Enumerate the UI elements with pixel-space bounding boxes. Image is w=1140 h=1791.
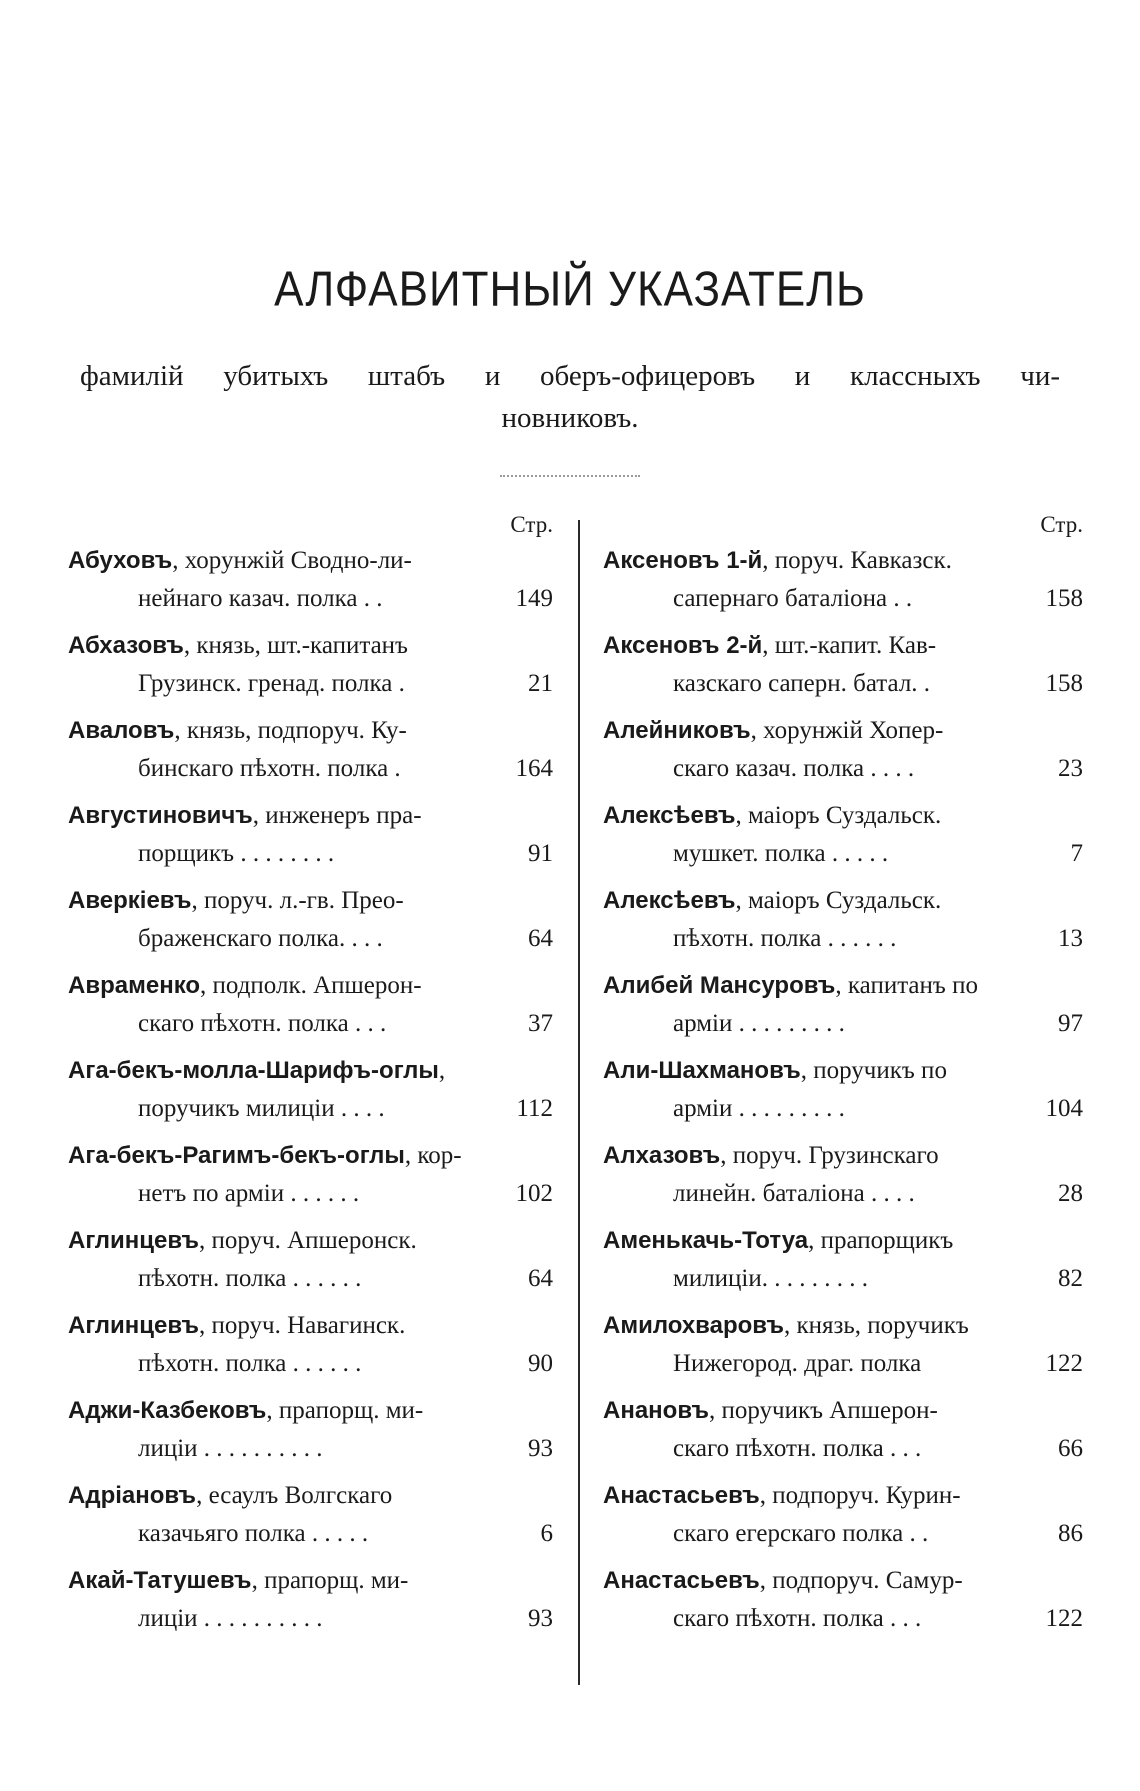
page-subtitle — [80, 355, 1060, 439]
entry-description-2: скаго пѣхотн. полка . . . — [673, 1435, 922, 1462]
entry-description-2: нетъ по арміи . . . . . . — [138, 1180, 360, 1207]
entry-description-1: , поруч. л.-гв. Прео- — [191, 887, 404, 914]
entry-line-2 — [603, 1175, 1083, 1213]
index-entry — [68, 1222, 553, 1307]
entry-line-1 — [68, 967, 553, 1005]
entry-description-2: порщикъ . . . . . . . . — [138, 840, 335, 867]
entry-line-1 — [68, 797, 553, 835]
entry-line-2 — [603, 1345, 1083, 1383]
entry-page-number: 28 — [1058, 1180, 1083, 1207]
entry-page-number: 104 — [1045, 1095, 1083, 1122]
entry-description-1: , князь, поручикъ — [783, 1312, 969, 1339]
entry-description-2: лиціи . . . . . . . . . . — [138, 1605, 323, 1632]
entry-description-1: , маіоръ Суздальск. — [735, 802, 942, 829]
entry-surname: Аменькачь-Тотуа — [603, 1227, 809, 1254]
subtitle-line-2: новниковъ. — [501, 402, 639, 434]
entry-surname: Алибей Мансуровъ — [603, 972, 836, 999]
entry-page-number: 93 — [528, 1605, 553, 1632]
entry-line-1 — [603, 1222, 1083, 1260]
entry-description-2: пѣхотн. полка . . . . . . — [673, 925, 897, 952]
index-entry — [68, 1477, 553, 1562]
entry-line-1 — [68, 627, 553, 665]
column-header-page: Стр. — [1040, 512, 1083, 537]
entry-description-2: Нижегород. драг. полка — [673, 1350, 922, 1377]
entry-page-number: 7 — [1070, 840, 1083, 867]
entry-description-1: , хорунжій Хопер- — [750, 717, 944, 744]
index-entry — [68, 1562, 553, 1647]
entry-description-1: , князь, шт.-капитанъ — [183, 632, 408, 659]
index-entry — [68, 967, 553, 1052]
entry-surname: Аглинцевъ — [68, 1227, 199, 1254]
entry-line-2 — [68, 1090, 553, 1128]
entry-line-2 — [68, 920, 553, 958]
entry-surname: Адріановъ — [68, 1482, 197, 1509]
index-entry — [603, 1392, 1083, 1477]
entry-line-2 — [603, 920, 1083, 958]
index-entry — [68, 1392, 553, 1477]
entry-line-1 — [68, 1052, 553, 1090]
entry-line-2 — [603, 665, 1083, 703]
entry-line-2 — [603, 750, 1083, 788]
entry-surname: Авраменко — [68, 972, 201, 999]
index-entry — [603, 1307, 1083, 1392]
entry-surname: Абхазовъ — [68, 632, 184, 659]
entry-description-2: арміи . . . . . . . . . — [673, 1095, 845, 1122]
entry-surname: Ага-бекъ-Рагимъ-бекъ-оглы — [68, 1142, 405, 1169]
entry-page-number: 66 — [1058, 1435, 1083, 1462]
index-entry — [68, 1052, 553, 1137]
index-entry — [603, 967, 1083, 1052]
entry-description-2: бинскаго пѣхотн. полка . — [138, 755, 401, 782]
entry-surname: Абуховъ — [68, 547, 173, 574]
entry-surname: Алексѣевъ — [603, 802, 736, 829]
entry-description-2: скаго пѣхотн. полка . . . — [138, 1010, 387, 1037]
entry-line-2 — [68, 1260, 553, 1298]
page-title: АЛФАВИТНЫЙ УКАЗАТЕЛЬ — [274, 262, 866, 317]
entry-surname: Аваловъ — [68, 717, 175, 744]
entry-description-1: , поруч. Грузинскаго — [720, 1142, 939, 1169]
entry-line-1 — [603, 967, 1083, 1005]
entry-line-2 — [68, 835, 553, 873]
entry-surname: Ага-бекъ-молла-Шарифъ-оглы — [68, 1057, 439, 1084]
entry-line-2 — [603, 1005, 1083, 1043]
entry-description-1: , поручикъ Апшерон- — [708, 1397, 938, 1424]
entry-line-1 — [603, 1562, 1083, 1600]
entry-description-1: , поруч. Апшеронск. — [198, 1227, 417, 1254]
entry-page-number: 37 — [528, 1010, 553, 1037]
index-entry — [68, 712, 553, 797]
entry-description-1: , подпоруч. Курин- — [759, 1482, 961, 1509]
entry-surname: Анановъ — [603, 1397, 709, 1424]
entry-description-2: Грузинск. гренад. полка . — [138, 670, 405, 697]
entry-page-number: 6 — [540, 1520, 553, 1547]
entry-line-1 — [68, 882, 553, 920]
subtitle-line-1: фамилій убитыхъ штабъ и оберъ-офицеровъ и классныхъ чи- — [80, 360, 1060, 392]
entry-description-1: , прапорщ. ми- — [251, 1567, 409, 1594]
entry-description-1: , поруч. Кавказск. — [762, 547, 952, 574]
index-entry — [68, 627, 553, 712]
entry-page-number: 158 — [1045, 585, 1083, 612]
index-entry — [603, 797, 1083, 882]
entry-line-1 — [603, 1137, 1083, 1175]
index-entry — [68, 882, 553, 967]
entry-description-1: , инженеръ пра- — [252, 802, 422, 829]
entry-line-1 — [603, 627, 1083, 665]
entry-page-number: 93 — [528, 1435, 553, 1462]
entry-surname: Алхазовъ — [603, 1142, 721, 1169]
entry-line-1 — [603, 712, 1083, 750]
entry-description-1: , кор- — [404, 1142, 462, 1169]
index-entry — [603, 1052, 1083, 1137]
entry-description-1: , поруч. Навагинск. — [198, 1312, 406, 1339]
entry-description-2: пѣхотн. полка . . . . . . — [138, 1350, 362, 1377]
entry-description-2: казскаго саперн. батал. . — [673, 670, 931, 697]
entry-line-2 — [68, 665, 553, 703]
index-entry — [603, 712, 1083, 797]
entry-description-1: , шт.-капит. Кав- — [762, 632, 937, 659]
entry-page-number: 90 — [528, 1350, 553, 1377]
entry-page-number: 112 — [516, 1095, 553, 1122]
entry-line-1 — [68, 1392, 553, 1430]
entry-description-2: браженскаго полка. . . . — [138, 925, 383, 952]
entry-description-2: нейнаго казач. полка . . — [138, 585, 383, 612]
entry-description-1: , — [438, 1057, 446, 1084]
entry-line-2 — [603, 580, 1083, 618]
entry-page-number: 164 — [515, 755, 553, 782]
entry-line-1 — [603, 1477, 1083, 1515]
entry-line-1 — [603, 882, 1083, 920]
entry-surname: Амилохваровъ — [603, 1312, 784, 1339]
entry-surname: Алексѣевъ — [603, 887, 736, 914]
entry-surname: Аджи-Казбековъ — [68, 1397, 267, 1424]
entry-line-2 — [603, 1090, 1083, 1128]
entry-line-1 — [68, 1307, 553, 1345]
entry-surname: Акай-Татушевъ — [68, 1567, 252, 1594]
entry-description-2: сапернаго баталіона . . — [673, 585, 913, 612]
entry-line-1 — [68, 1477, 553, 1515]
entry-line-2 — [603, 1260, 1083, 1298]
entry-description-2: скаго пѣхотн. полка . . . — [673, 1605, 922, 1632]
entry-line-2 — [603, 1600, 1083, 1638]
entry-page-number: 64 — [528, 925, 553, 952]
entry-page-number: 86 — [1058, 1520, 1083, 1547]
entry-page-number: 13 — [1058, 925, 1083, 952]
entry-page-number: 149 — [515, 585, 553, 612]
entry-page-number: 91 — [528, 840, 553, 867]
entry-surname: Аксеновъ 1-й — [603, 547, 763, 574]
entry-description-2: лиціи . . . . . . . . . . — [138, 1435, 323, 1462]
entry-page-number: 97 — [1058, 1010, 1083, 1037]
entry-description-2: арміи . . . . . . . . . — [673, 1010, 845, 1037]
entry-description-1: , прапорщикъ — [808, 1227, 954, 1254]
entry-line-2 — [68, 1430, 553, 1468]
entry-description-2: пѣхотн. полка . . . . . . — [138, 1265, 362, 1292]
entry-description-1: , поручикъ по — [800, 1057, 947, 1084]
entry-description-1: , подполк. Апшерон- — [200, 972, 422, 999]
entry-surname: Анастасьевъ — [603, 1482, 760, 1509]
entry-surname: Али-Шахмановъ — [603, 1057, 801, 1084]
index-entry — [68, 797, 553, 882]
entry-description-2: поручикъ милиціи . . . . — [138, 1095, 385, 1122]
entry-description-1: , маіоръ Суздальск. — [735, 887, 942, 914]
entry-surname: Аверкіевъ — [68, 887, 192, 914]
entry-description-1: , хорунжій Сводно-ли- — [172, 547, 412, 574]
entry-line-2 — [68, 580, 553, 618]
entry-description-2: скаго казач. полка . . . . — [673, 755, 915, 782]
index-entry — [603, 1137, 1083, 1222]
entry-line-1 — [68, 542, 553, 580]
entry-line-2 — [603, 835, 1083, 873]
entry-description-1: , прапорщ. ми- — [266, 1397, 424, 1424]
entry-line-1 — [68, 1222, 553, 1260]
column-divider — [578, 520, 580, 1685]
entry-line-2 — [603, 1515, 1083, 1553]
index-column-right — [603, 508, 1083, 1647]
entry-description-1: , князь, подпоруч. Ку- — [174, 717, 407, 744]
index-entry — [603, 882, 1083, 967]
entry-surname: Аксеновъ 2-й — [603, 632, 763, 659]
entry-page-number: 21 — [528, 670, 553, 697]
index-entry — [603, 1222, 1083, 1307]
entry-description-1: , подпоруч. Самур- — [759, 1567, 963, 1594]
index-column-left — [68, 508, 553, 1647]
entry-line-1 — [603, 542, 1083, 580]
entry-line-2 — [68, 1005, 553, 1043]
decorative-ornament — [500, 475, 640, 481]
entry-line-1 — [603, 797, 1083, 835]
entry-description-1: , есаулъ Волгскаго — [196, 1482, 393, 1509]
entry-line-2 — [603, 1430, 1083, 1468]
entry-surname: Анастасьевъ — [603, 1567, 760, 1594]
entry-page-number: 64 — [528, 1265, 553, 1292]
entry-line-1 — [68, 712, 553, 750]
entry-surname: Аглинцевъ — [68, 1312, 199, 1339]
entry-description-2: милиціи. . . . . . . . . — [673, 1265, 869, 1292]
entry-page-number: 82 — [1058, 1265, 1083, 1292]
index-entry — [68, 1307, 553, 1392]
entry-line-2 — [68, 1345, 553, 1383]
entry-description-1: , капитанъ по — [835, 972, 978, 999]
entry-line-1 — [603, 1307, 1083, 1345]
entry-page-number: 158 — [1045, 670, 1083, 697]
index-entry — [603, 1477, 1083, 1562]
index-entry — [68, 1137, 553, 1222]
entry-line-1 — [603, 1392, 1083, 1430]
entry-description-2: скаго егерскаго полка . . — [673, 1520, 929, 1547]
entry-line-1 — [68, 1562, 553, 1600]
entry-description-2: линейн. баталіона . . . . — [673, 1180, 915, 1207]
entry-page-number: 23 — [1058, 755, 1083, 782]
entry-line-2 — [68, 1175, 553, 1213]
entry-line-2 — [68, 1600, 553, 1638]
column-header-page: Стр. — [510, 512, 553, 537]
entry-description-2: казачьяго полка . . . . . — [138, 1520, 369, 1547]
entry-page-number: 122 — [1045, 1605, 1083, 1632]
entry-page-number: 122 — [1045, 1350, 1083, 1377]
entry-surname: Алейниковъ — [603, 717, 751, 744]
entry-line-2 — [68, 750, 553, 788]
index-entry — [603, 627, 1083, 712]
entry-line-1 — [603, 1052, 1083, 1090]
entry-line-1 — [68, 1137, 553, 1175]
entry-description-2: мушкет. полка . . . . . — [673, 840, 889, 867]
index-entry — [603, 1562, 1083, 1647]
entry-surname: Августиновичъ — [68, 802, 253, 829]
index-entry — [68, 542, 553, 627]
entry-line-2 — [68, 1515, 553, 1553]
entry-page-number: 102 — [515, 1180, 553, 1207]
index-entry — [603, 542, 1083, 627]
